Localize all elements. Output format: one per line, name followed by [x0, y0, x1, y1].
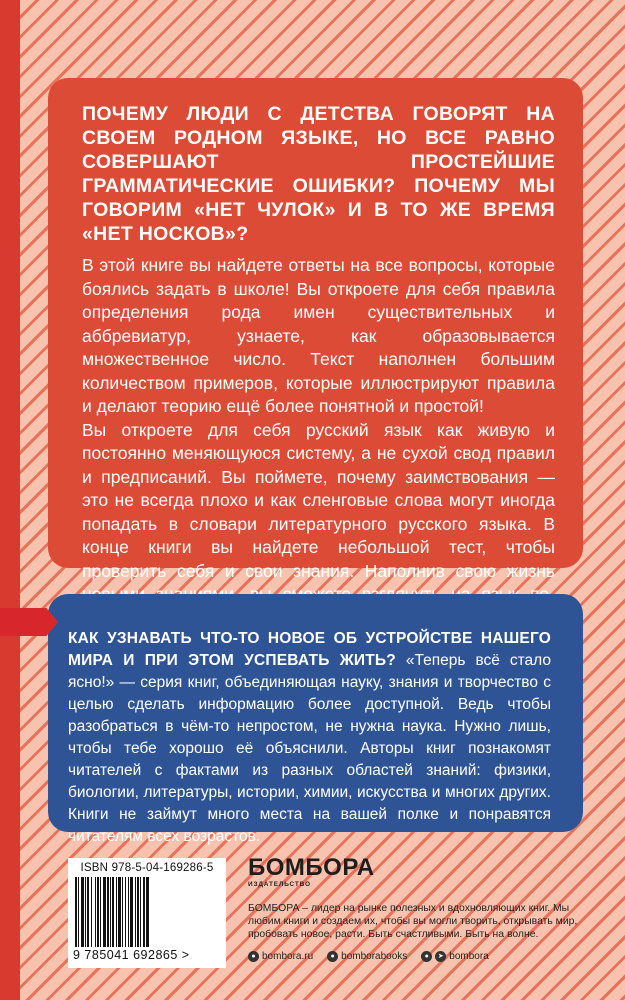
- social-vk[interactable]: ● bomborabooks: [327, 951, 407, 962]
- barcode-bar: [85, 877, 86, 947]
- series-panel: [48, 594, 583, 845]
- barcode-bar: [140, 877, 141, 947]
- series-body: «Теперь всё стало ясно!» — серия книг, объединяющая науку, знания и творчество с целью сделать информацию более доступной. Ведь чтобы разобраться в чём-то непростом, не нужна наука. Нужно лишь, чтобы тебе хорошо её объяснили. Авторы книг познакомят читателей с фактами из разных областей знаний: физики, биологии, литературы, истории, химии, искусства и многих других. Книги не займут много места на вашей полке и понравятся читателям всех возрастов.: [68, 652, 551, 845]
- barcode: [68, 858, 226, 968]
- isbn-label: ISBN 978-5-04-169286-5: [80, 862, 214, 874]
- barcode-bar: [87, 877, 89, 947]
- barcode-bar: [137, 877, 139, 947]
- barcode-bar: [118, 877, 121, 947]
- description-panel: [48, 78, 583, 581]
- publisher-description: БОМБОРА – лидер на рынке полезных и вдохновляющих книг. Мы любим книги и создаем их, чтобы вы могли творить, открывать мир, пробовать новое, расти. Быть счастливыми. Быть на волне.: [248, 903, 578, 940]
- barcode-bar: [97, 877, 99, 947]
- description-heading: ПОЧЕМУ ЛЮДИ С ДЕТСТВА ГОВОРЯТ НА СВОЕМ РОДНОМ ЯЗЫКЕ, НО ВСЕ РАВНО СОВЕРШАЮТ ПРОСТЕЙШИЕ ГРАММАТИЧЕСКИЕ ОШИБКИ? ПОЧЕМУ МЫ ГОВОРИМ «НЕТ ЧУЛОК» И В ТО ЖЕ ВРЕМЯ «НЕТ НОСКОВ»?: [82, 103, 555, 245]
- social-web[interactable]: ● bombora.ru: [248, 951, 313, 962]
- barcode-bar: [91, 877, 92, 947]
- publisher-socials: [248, 951, 588, 962]
- barcode-bar: [75, 877, 77, 947]
- publisher-logo: БОМБОРА: [248, 854, 375, 881]
- description-paragraph-1: В этой книге вы найдете ответы на все вопросы, которые боялись задать в школе! Вы откроете для себя правила определения рода имен существительных и аббревиатур, узнаете, как образовывается множественное число. Текст наполнен большим количеством примеров, которые иллюстрируют правила и делают теорию ещё более понятной и простой!: [82, 255, 555, 416]
- barcode-bar: [100, 877, 101, 947]
- description-paragraph-2: Вы откроете для себя русский язык как живую и постоянно меняющуюся систему, а не сухой свод правил и предписаний. Вы поймете, почему заимствования — это не всегда плохо и как сленговые слова могут иногда попадать в словари литературного русского языка. В конце книги вы найдете небольшой тест, чтобы проверить себя и свои знания. Наполнив свою жизнь: [82, 419, 555, 581]
- barcode-bar: [128, 877, 129, 947]
- barcode-bar: [146, 877, 149, 947]
- barcode-bar: [103, 877, 106, 947]
- series-marker: [0, 608, 58, 636]
- social-telegram[interactable]: ● ➤ bombora: [421, 951, 488, 962]
- barcode-bar: [81, 877, 84, 947]
- barcode-digits: 9 785041 692865 >: [73, 948, 190, 962]
- barcode-bar: [95, 877, 96, 947]
- publisher-logo-subtitle: ИЗДАТЕЛЬСТВО: [248, 881, 311, 888]
- barcode-bar: [135, 877, 136, 947]
- barcode-bar: [125, 877, 126, 947]
- messenger-icon: ●: [421, 951, 432, 962]
- barcode-bar: [112, 877, 114, 947]
- barcode-bar: [78, 877, 79, 947]
- barcode-bar: [116, 877, 117, 947]
- telegram-icon: ➤: [435, 951, 446, 962]
- barcode-bar: [122, 877, 123, 947]
- series-lead: КАК УЗНАВАТЬ ЧТО-ТО НОВОЕ ОБ УСТРОЙСТВЕ НАШЕГО МИРА И ПРИ ЭТОМ УСПЕВАТЬ ЖИТЬ?: [68, 630, 551, 669]
- web-icon: ●: [248, 951, 259, 962]
- barcode-bar: [143, 877, 145, 947]
- description-body: [82, 254, 555, 630]
- barcode-bar: [107, 877, 109, 947]
- edge-stripe: [0, 0, 20, 1000]
- social-icon: ●: [327, 951, 338, 962]
- barcode-bars: [73, 877, 219, 947]
- publisher-block: [248, 856, 588, 962]
- barcode-bar: [130, 877, 133, 947]
- barcode-bar: [110, 877, 111, 947]
